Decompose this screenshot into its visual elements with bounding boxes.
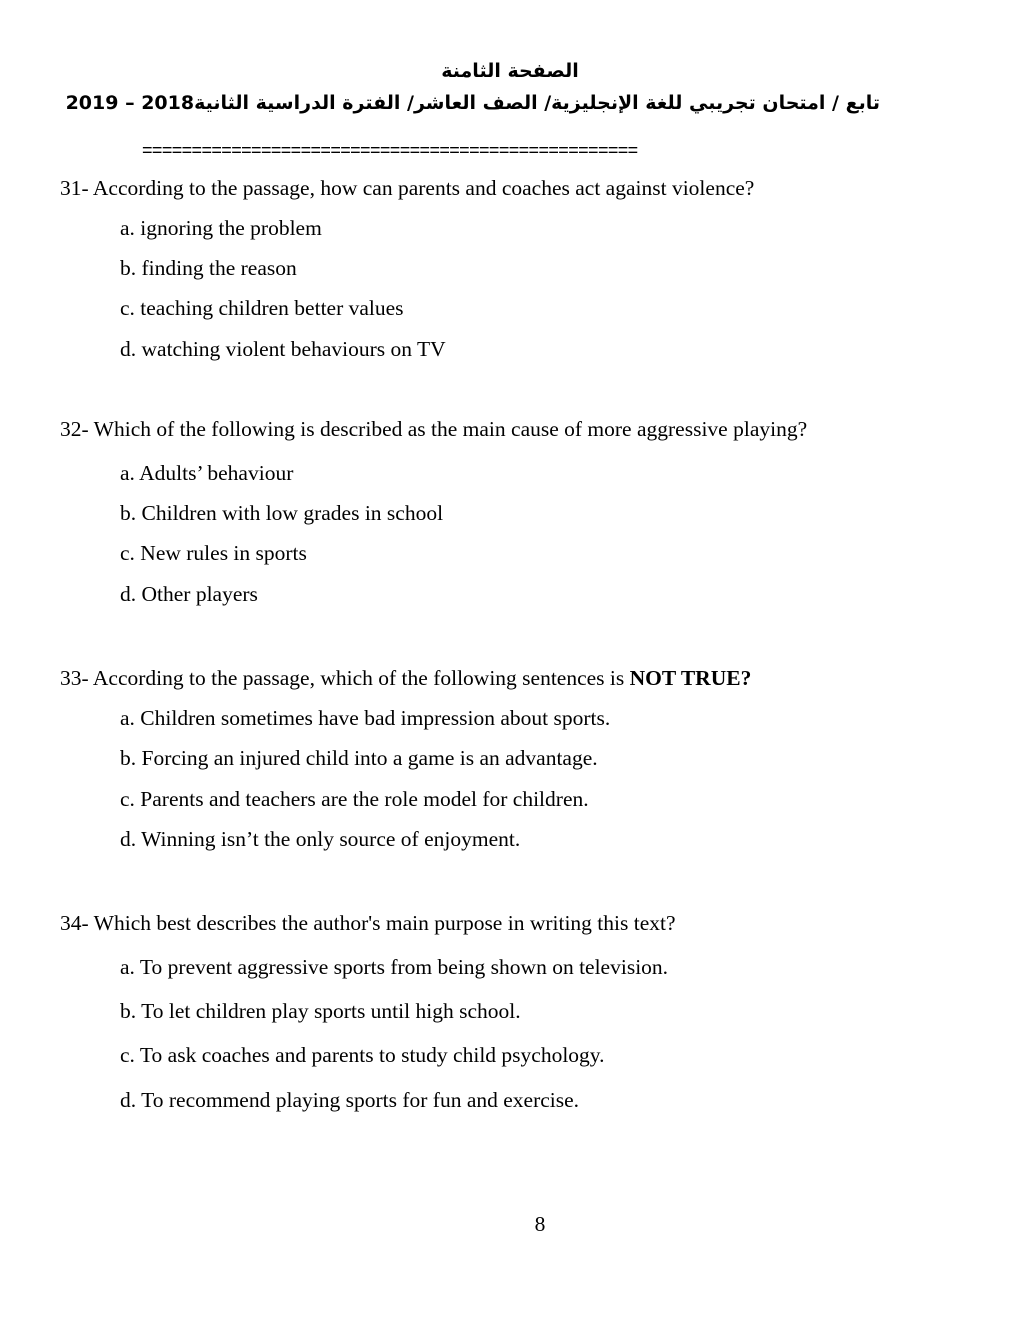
question-32	[60, 417, 807, 442]
question-number: 34-	[60, 911, 89, 935]
q33-option-c: c. Parents and teachers are the role model for children.	[120, 787, 589, 811]
question-emphasis: NOT TRUE?	[629, 666, 752, 690]
question-number: 32-	[60, 417, 89, 441]
q34-option-c: c. To ask coaches and parents to study child psychology.	[120, 1043, 605, 1067]
q32-option-a: a. Adults’ behaviour	[120, 461, 294, 485]
q34-option-b: b. To let children play sports until high school.	[120, 999, 521, 1023]
page-label: الصفحة الثامنة	[441, 60, 579, 82]
q31-option-a: a. ignoring the problem	[120, 216, 322, 240]
question-31	[60, 176, 754, 201]
question-text: Which of the following is described as the main cause of more aggressive playing?	[93, 417, 808, 441]
question-number: 33-	[60, 666, 89, 690]
q31-option-c: c. teaching children better values	[120, 296, 404, 320]
q33-option-b: b. Forcing an injured child into a game is an advantage.	[120, 746, 598, 770]
page-number: 8	[534, 1212, 546, 1236]
q34-option-a: a. To prevent aggressive sports from being shown on television.	[120, 955, 669, 979]
q32-option-b: b. Children with low grades in school	[120, 501, 444, 525]
q31-option-d: d. watching violent behaviours on TV	[120, 337, 446, 361]
question-text: According to the passage, how can parents and coaches act against violence?	[92, 176, 755, 200]
q31-option-b: b. finding the reason	[120, 256, 297, 280]
question-34	[60, 911, 676, 936]
q32-option-c: c. New rules in sports	[120, 541, 307, 565]
q34-option-d: d. To recommend playing sports for fun and exercise.	[120, 1088, 580, 1112]
question-33	[60, 666, 751, 691]
question-number: 31-	[60, 176, 89, 200]
exam-title: تابع / امتحان تجريبي للغة الإنجليزية/ الصف العاشر/ الفترة الدراسية الثانية2018 – 2019	[65, 92, 880, 114]
q33-option-a: a. Children sometimes have bad impression about sports.	[120, 706, 611, 730]
divider: ==================================================	[142, 140, 638, 160]
q33-option-d: d. Winning isn’t the only source of enjoyment.	[120, 827, 521, 851]
question-text: According to the passage, which of the following sentences is	[92, 666, 625, 690]
q32-option-d: d. Other players	[120, 582, 258, 606]
question-text: Which best describes the author's main purpose in writing this text?	[93, 911, 676, 935]
